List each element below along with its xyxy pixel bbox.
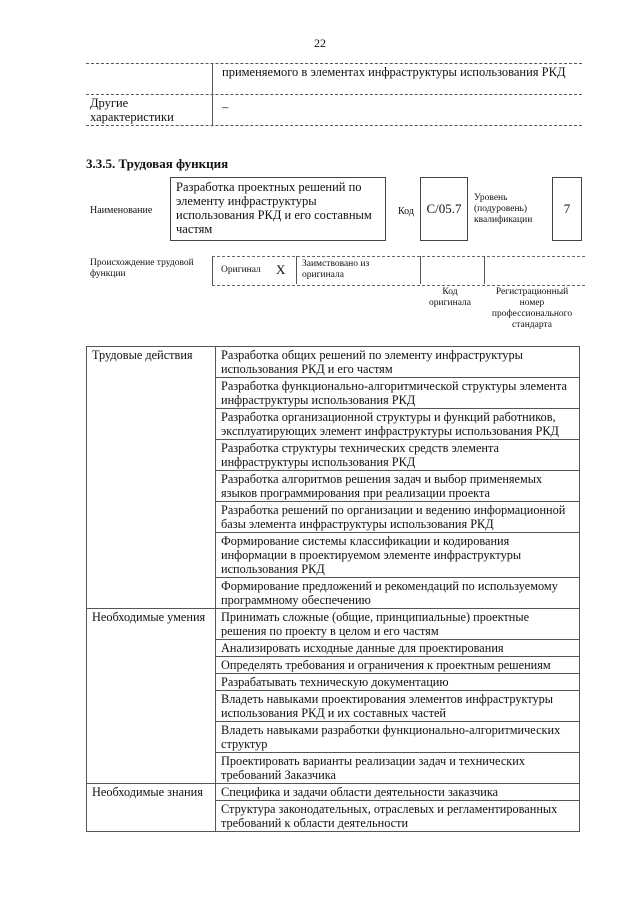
table-row [87, 609, 580, 640]
origin-divider-2 [420, 256, 421, 284]
table-top-border [86, 63, 582, 64]
continued-text: применяемого в элементах инфраструктуры использования РКД [222, 65, 566, 79]
item-cell: Анализировать исходные данные для проектирования [216, 640, 580, 657]
category-cell: Трудовые действия [87, 347, 216, 609]
code-box [420, 177, 468, 241]
item-cell: Разработка алгоритмов решения задач и выбор применяемых языков программирования при реализации проекта [216, 471, 580, 502]
table-row-border [86, 94, 582, 95]
item-cell: Разработка решений по организации и ведению информационной базы элемента инфраструктуры использования РКД [216, 502, 580, 533]
item-cell: Проектировать варианты реализации задач и технических требований Заказчика [216, 753, 580, 784]
other-characteristics-label: Другие характеристики [90, 96, 174, 124]
other-characteristics-value: – [222, 100, 229, 114]
level-box [552, 177, 582, 241]
code-value: С/05.7 [426, 201, 462, 216]
item-cell: Формирование предложений и рекомендаций по используемому программному обеспечению [216, 578, 580, 609]
name-label: Наименование [90, 205, 153, 216]
page-number: 22 [314, 36, 326, 50]
item-cell: Разработка структуры технических средств элемента инфраструктуры использования РКД [216, 440, 580, 471]
borrowed-label: Заимствовано из оригинала [302, 259, 370, 280]
category-cell: Необходимые умения [87, 609, 216, 784]
item-cell: Определять требования и ограничения к проектным решениям [216, 657, 580, 674]
item-cell: Разработка общих решений по элементу инфраструктуры использования РКД и его частям [216, 347, 580, 378]
item-cell: Формирование системы классификации и кодирования информации в проектируемом элементе инфраструктуры использования РКД [216, 533, 580, 578]
table-row [87, 784, 580, 801]
origin-divider-3 [484, 256, 485, 284]
table-row [87, 347, 580, 378]
category-cell: Необходимые знания [87, 784, 216, 832]
item-cell: Структура законодательных, отраслевых и регламентированных требований к области деятельности [216, 801, 580, 832]
level-label: Уровень (подуровень) квалификации [474, 193, 533, 225]
original-code-label: Код оригинала [429, 287, 471, 308]
item-cell: Разработка функционально-алгоритмической структуры элемента инфраструктуры использования РКД [216, 378, 580, 409]
origin-divider-1 [296, 256, 297, 284]
code-label: Код [398, 206, 414, 217]
item-cell: Принимать сложные (общие, принципиальные) проектные решения по проекту в целом и его частям [216, 609, 580, 640]
reg-number-label: Регистрационный номер профессионального стандарта [491, 287, 573, 330]
item-cell: Владеть навыками разработки функционально-алгоритмических структур [216, 722, 580, 753]
item-cell: Разрабатывать техническую документацию [216, 674, 580, 691]
item-cell: Разработка организационной структуры и функций работников, эксплуатирующих элемент инфраструктуры использования РКД [216, 409, 580, 440]
name-value-box [170, 177, 386, 241]
item-cell: Специфика и задачи области деятельности заказчика [216, 784, 580, 801]
name-value: Разработка проектных решений по элементу инфраструктуры использования РКД и его составным частям [176, 180, 372, 236]
item-cell: Владеть навыками проектирования элементов инфраструктуры использования РКД и их составных частей [216, 691, 580, 722]
level-value: 7 [563, 201, 571, 216]
original-mark: Х [276, 262, 286, 277]
table-bottom-border [86, 125, 582, 126]
origin-label: Происхождение трудовой функции [90, 258, 194, 279]
section-heading: 3.3.5. Трудовая функция [86, 156, 229, 171]
original-label: Оригинал [221, 265, 261, 275]
function-details-table [86, 346, 580, 832]
